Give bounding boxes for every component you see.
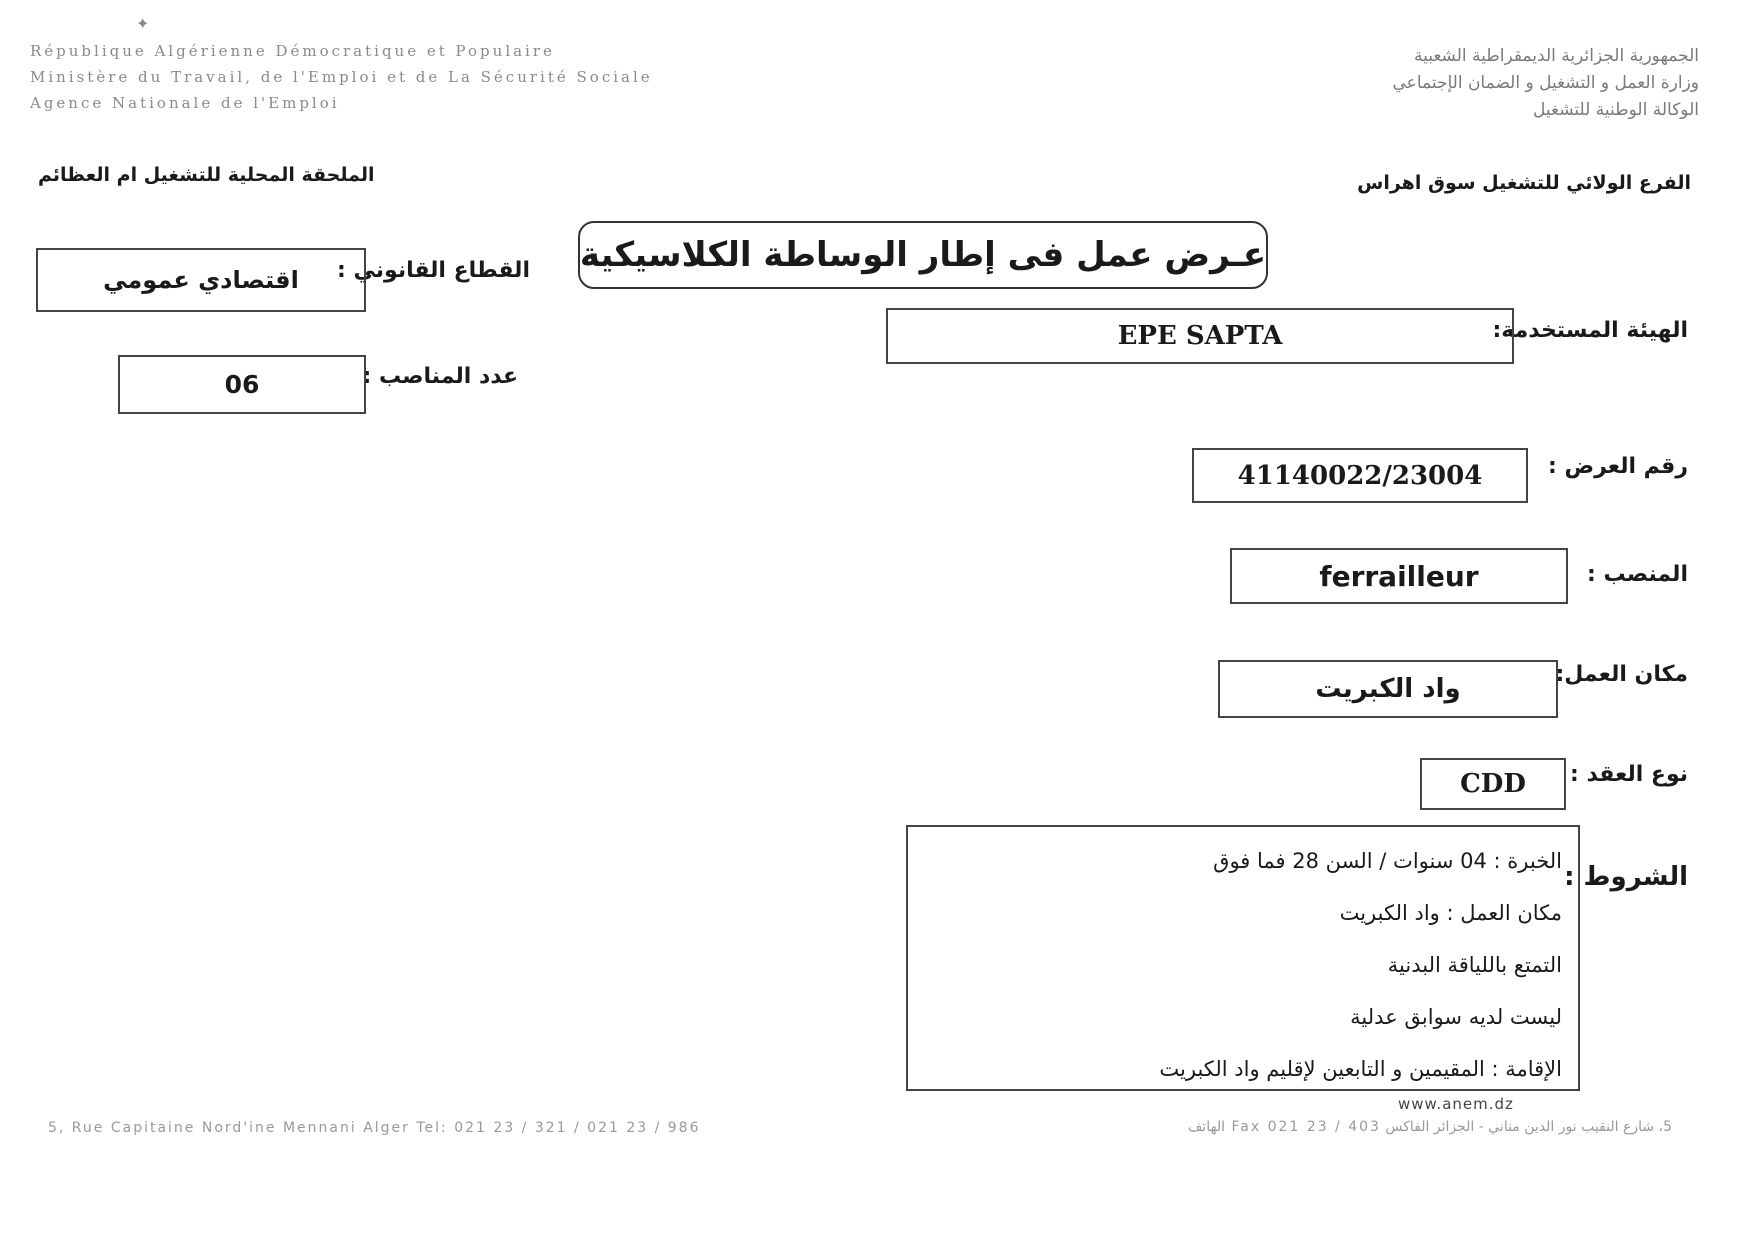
condition-residence: الإقامة : المقيمين و التابعين لإقليم واد الكبريت [1159, 1057, 1562, 1081]
header-ar-republic: الجمهورية الجزائرية الديمقراطية الشعبية [1413, 46, 1699, 66]
header-fr-ministry: Ministère du Travail, de l'Emploi et de La Sécurité Sociale [30, 68, 653, 86]
emblem-icon: ✦ [136, 14, 150, 33]
offer-number-label: رقم العرض : [1548, 454, 1688, 479]
legal-sector-label: القطاع القانوني : [337, 258, 530, 283]
work-place-value: واد الكبريت [1218, 660, 1558, 718]
conditions-box [906, 825, 1580, 1091]
positions-count-value: 06 [118, 355, 366, 414]
position-value: ferrailleur [1230, 548, 1568, 604]
footer-address-fr: 5, Rue Capitaine Nord'ine Mennani Alger Tel: 021 23 / 321 / 021 23 / 986 [48, 1120, 701, 1136]
footer-address-ar: 5، شارع النقيب نور الدين مناني - الجزائر الفاكس Fax 021 23 / 403 الهاتف [1187, 1119, 1672, 1135]
employer-label: الهيئة المستخدمة: [1492, 318, 1688, 343]
conditions-label: الشروط : [1564, 862, 1688, 892]
header-ar-ministry: وزارة العمل و التشغيل و الضمان الإجتماعي [1392, 73, 1699, 93]
legal-sector-value: اقتصادي عمومي [36, 248, 366, 312]
header-ar-agency: الوكالة الوطنية للتشغيل [1533, 100, 1699, 120]
offer-title: عـرض عمل فى إطار الوساطة الكلاسيكية [578, 221, 1268, 289]
contract-type-label: نوع العقد : [1570, 762, 1688, 787]
header-fr-agency: Agence Nationale de l'Emploi [30, 94, 340, 112]
branch-right: الفرع الولائي للتشغيل سوق اهراس [1357, 172, 1691, 194]
positions-count-label: عدد المناصب : [362, 364, 518, 389]
website-link[interactable]: www.anem.dz [1398, 1095, 1514, 1113]
contract-type-value: CDD [1420, 758, 1566, 810]
header-fr-republic: République Algérienne Démocratique et Populaire [30, 42, 555, 60]
employer-value: EPE SAPTA [886, 308, 1514, 364]
work-place-label: مكان العمل: [1555, 662, 1688, 687]
condition-experience-age: الخبرة : 04 سنوات / السن 28 فما فوق [1213, 849, 1562, 873]
offer-number-value: 41140022/23004 [1192, 448, 1528, 503]
branch-left: الملحقة المحلية للتشغيل ام العظائم [38, 164, 375, 186]
condition-fitness: التمتع باللياقة البدنية [1387, 953, 1562, 977]
condition-no-record: ليست لديه سوابق عدلية [1350, 1005, 1562, 1029]
position-label: المنصب : [1587, 562, 1688, 587]
condition-work-place: مكان العمل : واد الكبريت [1339, 901, 1562, 925]
